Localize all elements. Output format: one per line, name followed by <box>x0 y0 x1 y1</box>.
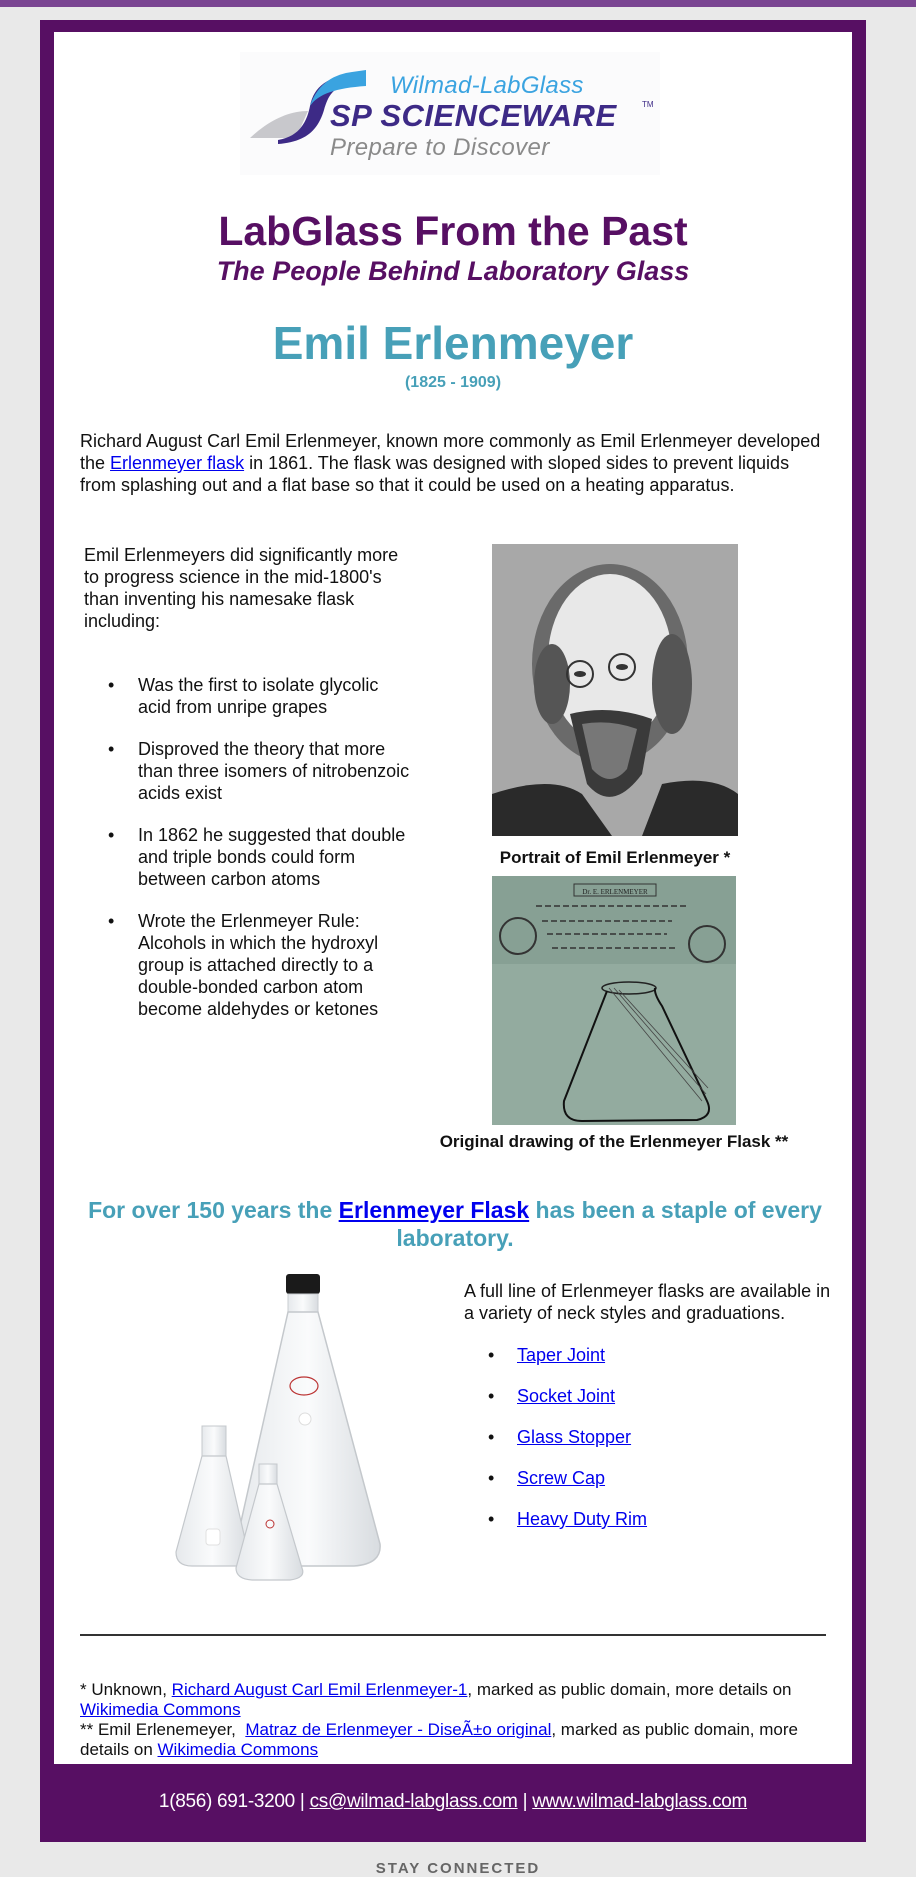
logo-trademark: TM <box>642 100 654 109</box>
taper-joint-link[interactable]: Taper Joint <box>517 1345 606 1365</box>
email-content-card <box>54 32 852 1764</box>
original-flask-drawing-image <box>492 876 736 1125</box>
footnote-1 <box>80 1680 830 1720</box>
website-link[interactable]: www.wilmad-labglass.com <box>532 1791 748 1812</box>
image-credits <box>80 1680 830 1760</box>
wikimedia-commons-link-2[interactable]: Wikimedia Commons <box>157 1740 319 1759</box>
achievements-lead: Emil Erlenmeyers did significantly more to progress science in the mid-1800's than inventing his namesake flask including: <box>84 545 399 631</box>
footnote-2-text: , marked as public domain, more details on <box>80 1720 798 1759</box>
erlenmeyer-flask-link[interactable]: Erlenmeyer flask <box>110 453 245 473</box>
footnote-1-prefix: * Unknown, <box>80 1680 172 1699</box>
logo-tagline: Prepare to Discover <box>330 134 550 161</box>
drawing-source-link[interactable]: Matraz de Erlenmeyer - DiseÃ±o original <box>245 1720 552 1739</box>
flask-product-image <box>164 1274 444 1604</box>
list-item <box>464 1426 834 1448</box>
glass-stopper-link[interactable]: Glass Stopper <box>517 1427 632 1447</box>
portrait-image <box>492 544 738 836</box>
top-accent-bar <box>0 0 916 7</box>
wikimedia-commons-link-1[interactable]: Wikimedia Commons <box>80 1700 241 1719</box>
intro-text-1: Richard August Carl Emil Erlenmeyer, known more commonly as Emil Erlenmeyer developed the <box>80 431 821 473</box>
separator: | <box>522 1791 528 1812</box>
footnote-divider <box>80 1634 826 1636</box>
contact-footer <box>40 1764 866 1842</box>
product-line-section <box>464 1280 834 1549</box>
person-name: Emil Erlenmeyer <box>272 317 634 369</box>
portrait-figure-icon <box>492 544 738 836</box>
footnote-1-text: , marked as public domain, more details on <box>467 1680 792 1699</box>
list-item <box>464 1467 834 1489</box>
list-item: • Disproved the theory that more than three isomers of nitrobenzoic acids exist <box>84 738 414 804</box>
phone-number: 1(856) 691-3200 <box>158 1791 295 1812</box>
newsletter-subtitle: The People Behind Laboratory Glass <box>216 256 690 286</box>
portrait-caption: Portrait of Emil Erlenmeyer * <box>499 848 731 867</box>
staple-text-1: For over 150 years the <box>88 1197 339 1223</box>
email-frame <box>40 20 866 1842</box>
list-item <box>464 1344 834 1366</box>
list-item: • Was the first to isolate glycolic acid from unripe grapes <box>84 674 414 718</box>
drawing-caption: Original drawing of the Erlenmeyer Flask ** <box>439 1132 789 1151</box>
product-line-lead: A full line of Erlenmeyer flasks are available in a variety of neck styles and graduations. <box>464 1281 831 1323</box>
email-link[interactable]: cs@wilmad-labglass.com <box>309 1791 518 1812</box>
screw-cap-link[interactable]: Screw Cap <box>517 1468 606 1488</box>
portrait-source-link[interactable]: Richard August Carl Emil Erlenmeyer-1 <box>171 1680 468 1699</box>
separator: | <box>299 1791 305 1812</box>
erlenmeyer-flask-heading-link[interactable]: Erlenmeyer Flask <box>338 1197 530 1223</box>
flask-drawing-icon <box>492 876 736 1125</box>
footnote-2 <box>80 1720 830 1760</box>
achievements-section <box>84 544 414 1040</box>
staple-heading <box>80 1196 830 1252</box>
socket-joint-link[interactable]: Socket Joint <box>517 1386 616 1406</box>
newsletter-title: LabGlass From the Past <box>218 208 688 254</box>
product-link-list <box>464 1344 834 1530</box>
stay-connected-heading: STAY CONNECTED <box>375 1860 541 1877</box>
person-dates: (1825 - 1909) <box>404 374 502 391</box>
svg-text:Dr. E. ERLENMEYER: Dr. E. ERLENMEYER <box>582 888 648 896</box>
logo-company-text: SP SCIENCEWARE <box>330 98 617 133</box>
list-item: • Wrote the Erlenmeyer Rule: Alcohols in which the hydroxyl group is attached directly to a double-bonded carbon atom become aldehydes or ketones <box>84 910 414 1020</box>
intro-text-2: in 1861. The flask was designed with sloped sides to prevent liquids from splashing out and a flat base so that it could be used on a heating apparatus. <box>80 453 790 495</box>
staple-text-2: has been a staple of every laboratory. <box>396 1197 822 1251</box>
logo-brand-text: Wilmad-LabGlass <box>390 72 584 99</box>
achievements-list <box>84 674 414 1020</box>
heavy-duty-rim-link[interactable]: Heavy Duty Rim <box>517 1509 648 1529</box>
footnote-2-prefix: ** Emil Erlenemeyer, <box>80 1720 246 1739</box>
list-item: • In 1862 he suggested that double and triple bonds could form between carbon atoms <box>84 824 414 890</box>
flasks-icon <box>164 1274 444 1604</box>
intro-paragraph <box>80 430 830 496</box>
company-logo <box>240 52 660 175</box>
list-item <box>464 1508 834 1530</box>
list-item <box>464 1385 834 1407</box>
